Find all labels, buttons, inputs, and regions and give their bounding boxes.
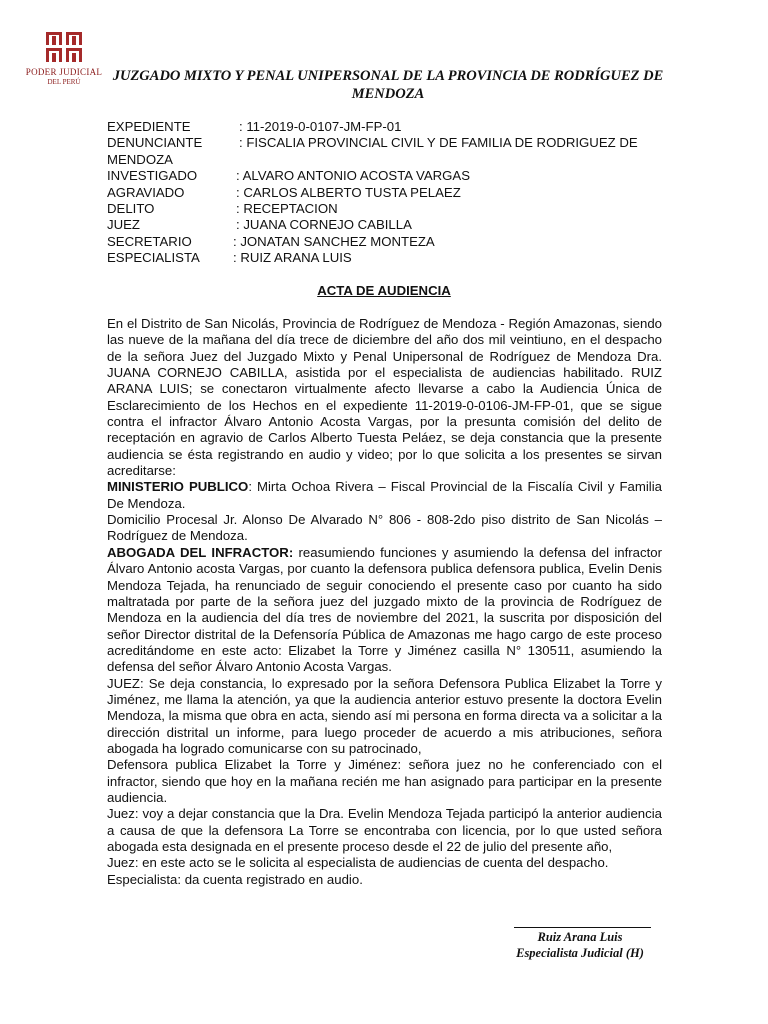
case-label: DELITO bbox=[107, 200, 155, 216]
case-value: : JONATAN SANCHEZ MONTEZA bbox=[233, 233, 435, 249]
case-label: EXPEDIENTE bbox=[107, 119, 191, 134]
logo-line2: DEL PERÚ bbox=[47, 78, 81, 86]
signature-role: Especialista Judicial (H) bbox=[516, 946, 644, 960]
case-value: : FISCALIA PROVINCIAL CIVIL Y DE FAMILIA DE RODRIGUEZ DE bbox=[239, 135, 638, 151]
paragraph-text: Juez: voy a dejar constancia que la Dra. Evelin Mendoza Tejada participó la anterior audiencia a causa de que la defensora La Torre se encontraba con licencia, por lo que usted señora abogada esta designada en el presente proceso desde el 22 de julio del presente año, bbox=[107, 806, 662, 854]
judiciary-emblem-icon bbox=[44, 30, 84, 64]
case-label: SECRETARIO bbox=[107, 233, 192, 249]
paragraph-text: Defensora publica Elizabet la Torre y Jiménez: señora juez no he conferenciado con el infractor, siendo que hoy en la mañana recién me han asignado para participar en la presente audiencia. bbox=[107, 757, 662, 805]
paragraph bbox=[107, 872, 662, 888]
case-row-especialista bbox=[107, 250, 667, 266]
paragraph bbox=[107, 316, 662, 479]
case-row-denunciante bbox=[107, 135, 667, 168]
case-row-agraviado bbox=[107, 185, 667, 201]
acta-title: ACTA DE AUDIENCIA bbox=[317, 283, 451, 298]
paragraph-text: JUEZ: Se deja constancia, lo expresado por la señora Defensora Publica Elizabet la Torre y Jiménez, me llama la atención, ya que la audiencia anterior estuvo presente la doctora Evelin Mendoza, la misma que obra en acta, siendo así mi persona en forma directa va a solicitar a la dirección distrital un informe, para luego proceder de acuerdo a mis atribuciones, señora abogada ha logrado comunicarse con su patrocinado, bbox=[107, 675, 662, 756]
paragraph bbox=[107, 757, 662, 806]
paragraph bbox=[107, 512, 662, 545]
paragraph-heading: ABOGADA DEL INFRACTOR: bbox=[107, 544, 294, 560]
case-label: AGRAVIADO bbox=[107, 184, 185, 200]
paragraph-text: Domicilio Procesal Jr. Alonso De Alvarado N° 806 - 808-2do piso distrito de San Nicolás – Rodríguez de Mendoza. bbox=[107, 512, 662, 544]
paragraph bbox=[107, 855, 662, 871]
paragraph bbox=[107, 545, 662, 676]
case-info bbox=[107, 119, 667, 267]
case-row-investigado bbox=[107, 168, 667, 184]
paragraph bbox=[107, 806, 662, 855]
paragraph-text: : Mirta Ochoa Rivera – Fiscal Provincial de la Fiscalía Civil y Familia De Mendoza. bbox=[107, 479, 663, 511]
case-row-secretario bbox=[107, 234, 667, 250]
case-value: : CARLOS ALBERTO TUSTA PELAEZ bbox=[236, 184, 461, 200]
paragraph-heading: MINISTERIO PUBLICO bbox=[107, 479, 249, 495]
signature-name: Ruiz Arana Luis bbox=[537, 930, 623, 944]
case-label: JUEZ bbox=[107, 217, 140, 233]
case-label: ESPECIALISTA bbox=[107, 250, 200, 266]
paragraph-text: En el Distrito de San Nicolás, Provincia de Rodríguez de Mendoza - Región Amazonas, siendo las nueve de la mañana del día trece de diciembre del año dos mil veintiuno, en el despacho de la señora Juez del Juzgado Mixto y Penal Unipersonal de Rodríguez de Mendoza Dra. JUANA CORNEJO CABILLA, asistida por el especialista de audiencias habilitado. RUIZ ARANA LUIS; se conectaron virtualmente afecto llevarse a cabo la Audiencia Única de Esclarecimiento de los Hechos en el expediente 11-2019-0-0106-JM-FP-01, que se sigue contra el infractor Álvaro Antonio Acosta Vargas, por la presunta comisión del delito de receptación en agravio de Carlos Alberto Tuesta Peláez, se deja constancia que la presente audiencia se ésta registrando en audio y video; por lo que solicita a los presentes se sirvan acreditarse: bbox=[107, 316, 662, 479]
paragraph bbox=[107, 479, 662, 512]
case-value: : 11-2019-0-0107-JM-FP-01 bbox=[239, 119, 402, 134]
case-value: : JUANA CORNEJO CABILLA bbox=[236, 217, 412, 233]
case-value: : ALVARO ANTONIO ACOSTA VARGAS bbox=[236, 168, 471, 184]
case-label: INVESTIGADO bbox=[107, 168, 198, 184]
case-row-juez bbox=[107, 217, 667, 233]
court-title: JUZGADO MIXTO Y PENAL UNIPERSONAL DE LA PROVINCIA DE RODRÍGUEZ DE MENDOZA bbox=[112, 68, 664, 102]
case-row-delito bbox=[107, 201, 667, 217]
hearing-record bbox=[107, 316, 662, 888]
case-value: : RUIZ ARANA LUIS bbox=[233, 250, 352, 266]
poder-judicial-logo bbox=[24, 30, 104, 86]
case-label: DENUNCIANTE bbox=[107, 135, 203, 151]
paragraph-text: reasumiendo funciones y asumiendo la defensa del infractor Álvaro Antonio acosta Vargas, por cuanto la defensora publica defensora publica, Evelin Denis Mendoza Tejada, ha renunciado de seguir conociendo el presente caso por cuanto ha sido maltratada por parte de la señora juez del juzgado mixto de la provincia de Rodríguez de Mendoza en la audiencia del día tres de noviembre del 2021, la suscrita por disposición del señor Director distrital de la Defensoría Pública de Amazonas me hago cargo de este proceso acreditándome en este acto: Elizabet la Torre y Jiménez casilla N° 130511, asumiendo la defensa del señor Álvaro Antonio Acosta Vargas. bbox=[107, 544, 662, 675]
paragraph-text: Juez: en este acto se le solicita al especialista de audiencias de cuenta del despacho. bbox=[107, 855, 609, 871]
paragraph bbox=[107, 676, 662, 758]
signature-line bbox=[514, 927, 651, 928]
paragraph-text: Especialista: da cuenta registrado en audio. bbox=[107, 871, 363, 887]
case-row-expediente bbox=[107, 119, 667, 135]
logo-line1: PODER JUDICIAL bbox=[25, 67, 103, 77]
case-value-continued: MENDOZA bbox=[107, 151, 173, 167]
case-value: : RECEPTACION bbox=[236, 200, 338, 216]
